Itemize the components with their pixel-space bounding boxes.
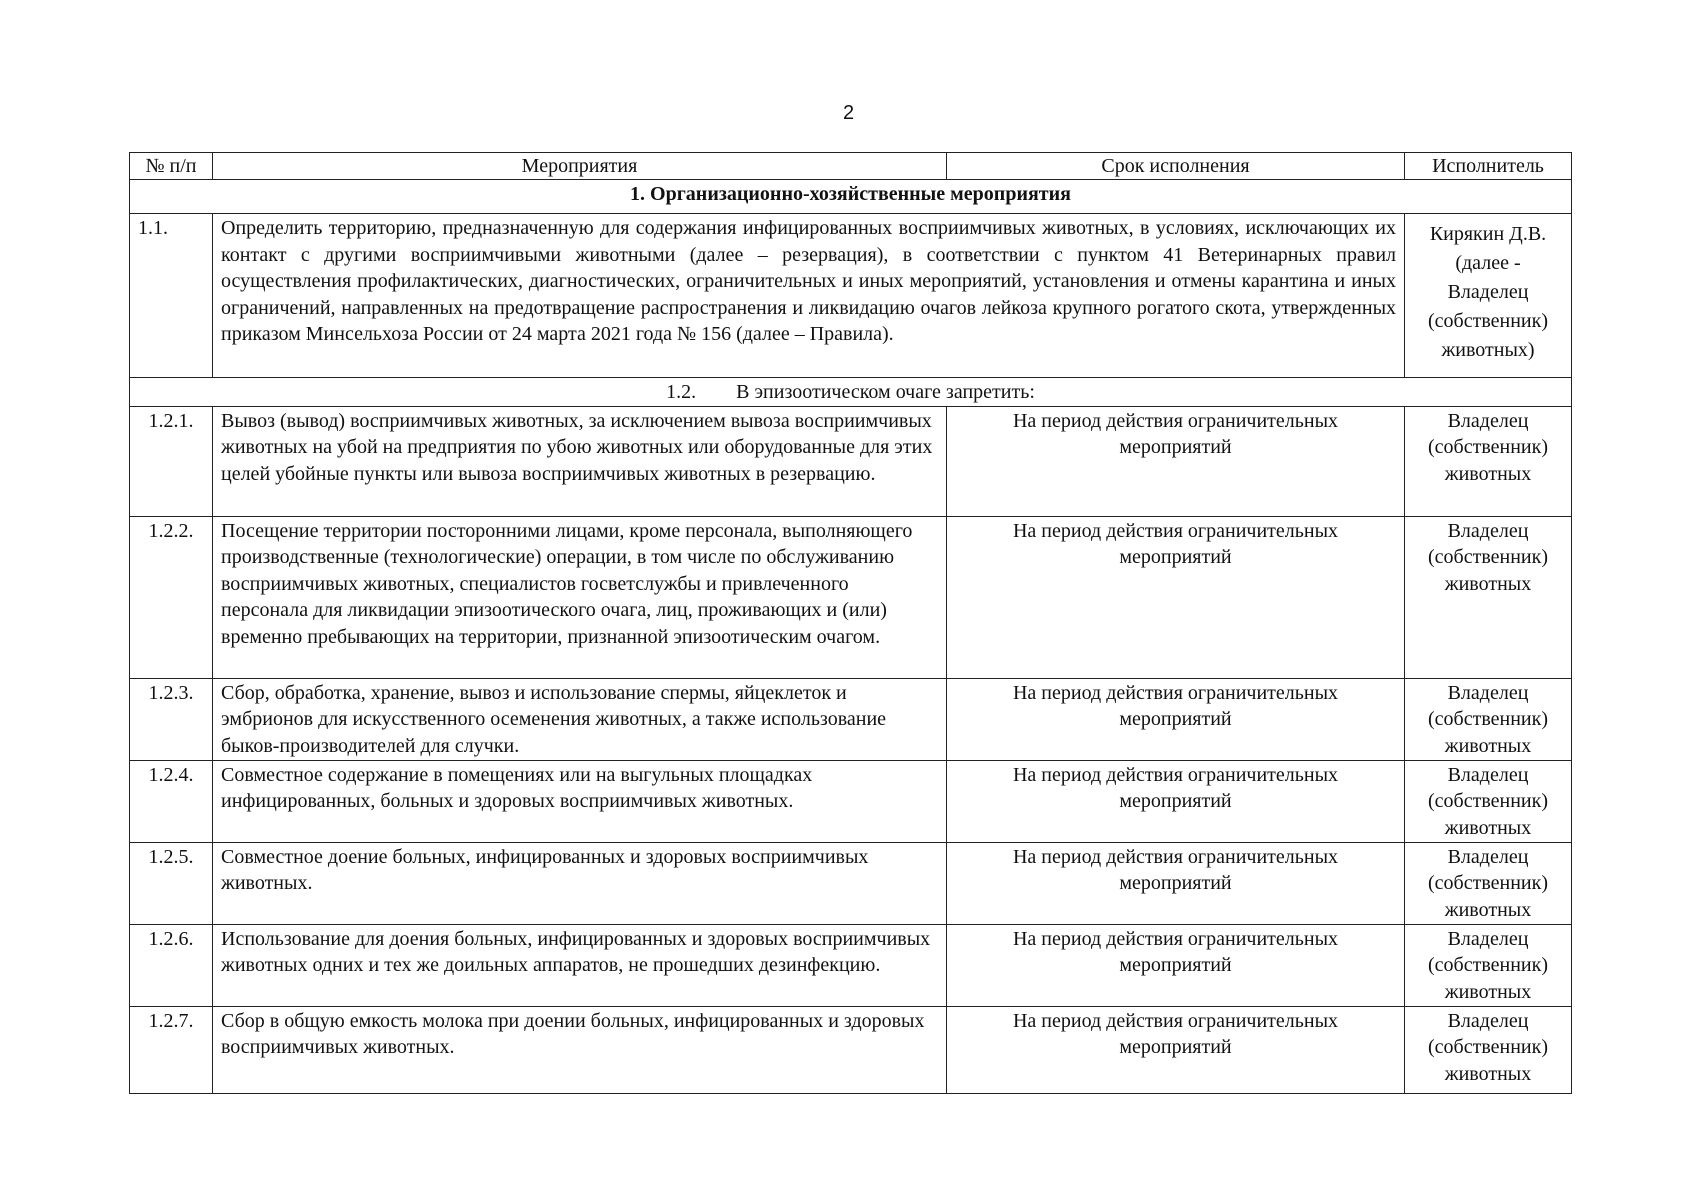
table-row (130, 760, 1572, 842)
section-title: 1. Организационно-хозяйственные мероприятия (130, 180, 1572, 214)
header-executor: Исполнитель (1405, 153, 1572, 180)
table-row (130, 842, 1572, 924)
page-number: 2 (842, 102, 855, 124)
row-text: Определить территорию, предназначенную для содержания инфицированных восприимчивых животных, в условиях, исключающих их контакт с другими восприимчивыми животными (далее – резервация), в соответствии с пунктом 41 Ветеринарных правил осуществления профилактических, диагностических, ограничительных и иных мероприятий, установления и отмены карантина и иных ограничений, направленных на предотвращение распространения и ликвидацию очагов лейкоза крупного рогатого скота, утвержденных приказом Минсельхоза России от 24 марта 2021 года № 156 (далее – Правила). (213, 214, 1405, 378)
table-row (130, 924, 1572, 1006)
row-executor: Кирякин Д.В. (далее - Владелец (собственник) животных) (1405, 214, 1572, 378)
row-term: На период действия ограничительных мероприятий (947, 678, 1405, 760)
section-row (130, 180, 1572, 214)
table-row (130, 678, 1572, 760)
row-num: 1.2.1. (130, 406, 213, 516)
row-num: 1.2.6. (130, 924, 213, 1006)
subsection-cell (130, 378, 1572, 407)
row-executor: Владелец (собственник) животных (1405, 516, 1572, 678)
row-text: Совместное доение больных, инфицированных и здоровых восприимчивых животных. (213, 842, 947, 924)
table-row (130, 516, 1572, 678)
row-text: Посещение территории посторонними лицами, кроме персонала, выполняющего производственные (технологические) операции, в том числе по обслуживанию восприимчивых животных, специалистов госветслужбы и привлеченного персонала для ликвидации эпизоотического очага, лиц, проживающих и (или) временно пребывающих на территории, признанной эпизоотическим очагом. (213, 516, 947, 678)
subsection-row (130, 378, 1572, 407)
row-executor: Владелец (собственник) животных (1405, 760, 1572, 842)
subsection-num: 1.2. (666, 381, 697, 403)
row-text: Вывоз (вывод) восприимчивых животных, за исключением вывоза восприимчивых животных на убой на предприятия по убою животных или оборудованные для этих целей убойные пункты или вывоза восприимчивых животных в резервацию. (213, 406, 947, 516)
table-row (130, 406, 1572, 516)
row-term: На период действия ограничительных мероприятий (947, 406, 1405, 516)
row-num: 1.2.2. (130, 516, 213, 678)
header-term: Срок исполнения (947, 153, 1405, 180)
row-num: 1.1. (130, 214, 213, 378)
header-activity: Мероприятия (213, 153, 947, 180)
row-term: На период действия ограничительных мероприятий (947, 924, 1405, 1006)
row-term: На период действия ограничительных мероприятий (947, 842, 1405, 924)
row-text: Сбор в общую емкость молока при доении больных, инфицированных и здоровых восприимчивых животных. (213, 1006, 947, 1093)
row-text: Совместное содержание в помещениях или на выгульных площадках инфицированных, больных и здоровых восприимчивых животных. (213, 760, 947, 842)
measures-table (129, 152, 1572, 1094)
row-num: 1.2.7. (130, 1006, 213, 1093)
row-num: 1.2.4. (130, 760, 213, 842)
header-num: № п/п (130, 153, 213, 180)
row-executor: Владелец (собственник) животных (1405, 1006, 1572, 1093)
row-term: На период действия ограничительных мероприятий (947, 516, 1405, 678)
row-term: На период действия ограничительных мероприятий (947, 760, 1405, 842)
table-row (130, 214, 1572, 378)
row-num: 1.2.3. (130, 678, 213, 760)
row-executor: Владелец (собственник) животных (1405, 678, 1572, 760)
row-executor: Владелец (собственник) животных (1405, 924, 1572, 1006)
row-text: Использование для доения больных, инфицированных и здоровых восприимчивых животных одних и тех же доильных аппаратов, не прошедших дезинфекцию. (213, 924, 947, 1006)
table-row (130, 1006, 1572, 1093)
table-header-row (130, 153, 1572, 180)
row-num: 1.2.5. (130, 842, 213, 924)
row-text: Сбор, обработка, хранение, вывоз и использование спермы, яйцеклеток и эмбрионов для искусственного осеменения животных, а также использование быков-производителей для случки. (213, 678, 947, 760)
row-executor: Владелец (собственник) животных (1405, 406, 1572, 516)
row-term: На период действия ограничительных мероприятий (947, 1006, 1405, 1093)
row-executor: Владелец (собственник) животных (1405, 842, 1572, 924)
subsection-title: В эпизоотическом очаге запретить: (736, 381, 1035, 403)
